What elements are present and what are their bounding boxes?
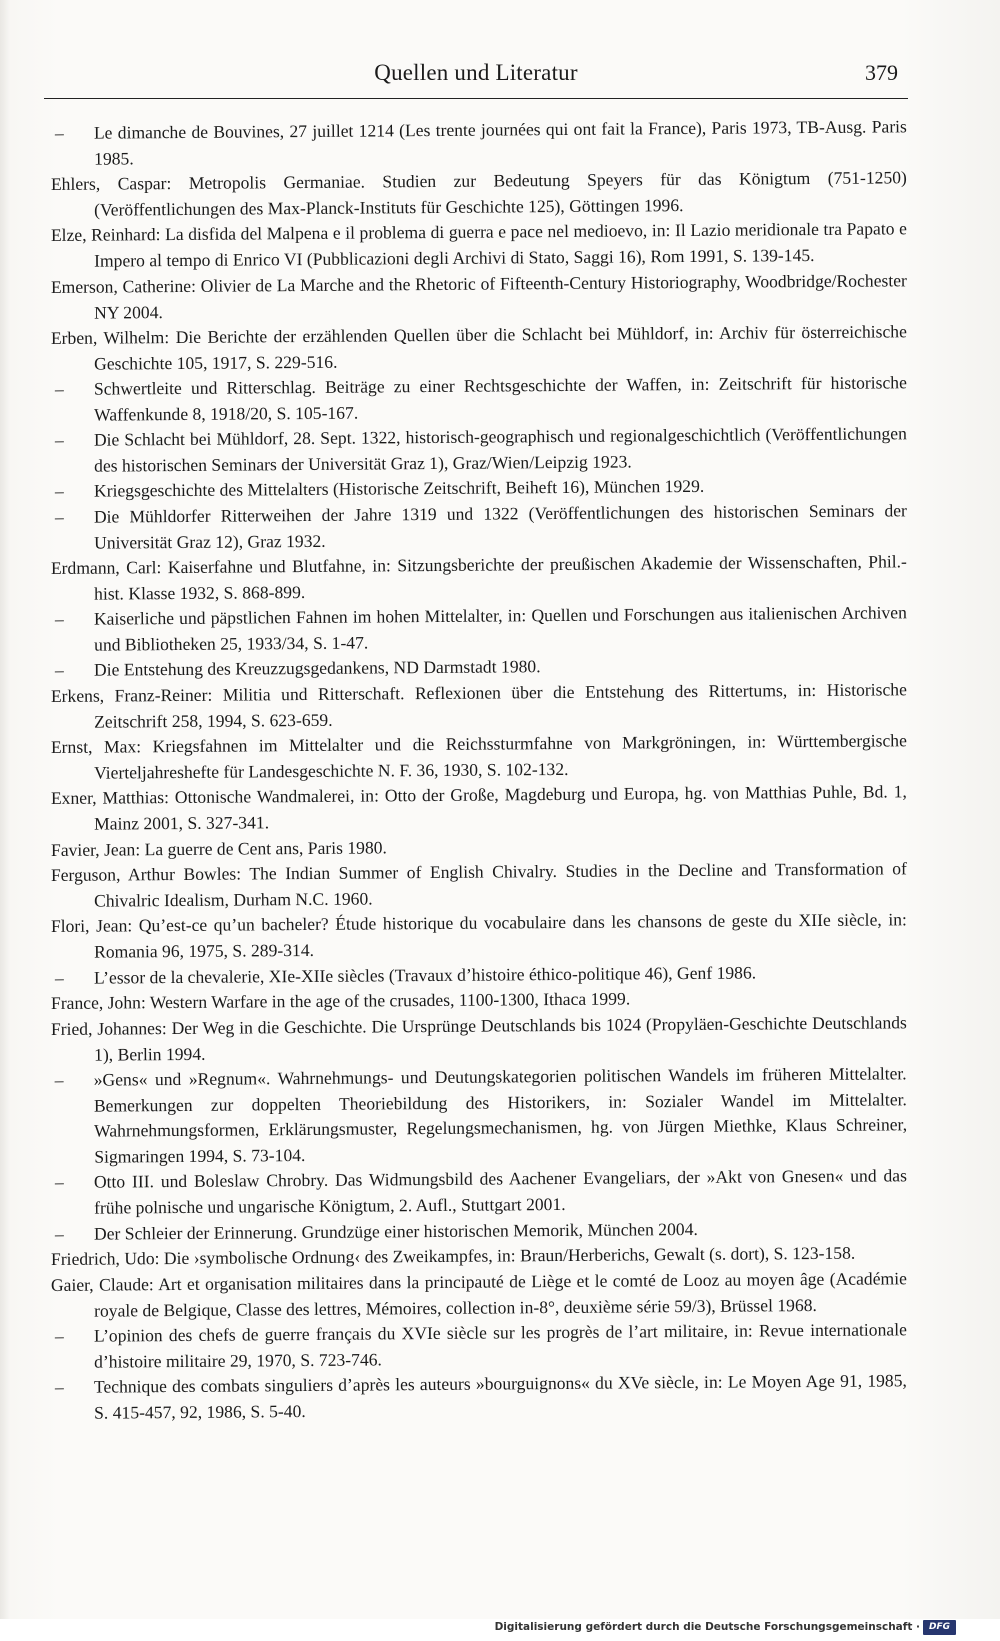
entry-text: Die Schlacht bei Mühldorf, 28. Sept. 1322, historisch-geographisch und regionalgeschichtlich (Veröffentlichungen des historischen Seminars der Universität Graz 1), Graz/Wien/Leipzig 1923. [93,423,907,476]
entry-text: Technique des combats singuliers d’après les auteurs »bourguignons« du XVe siècle, in: Le Moyen Age 91, 1985, S. 415-457, 92, 1986, S. 5-40. [93,1370,907,1423]
entry-text: Ehlers, Caspar: Metropolis Germaniae. Studien zur Bedeutung Speyers für das Königtum (751-1250) (Veröffentlichungen des Max-Planck-Instituts für Geschichte 125), Göttingen 1996. [50,167,907,220]
entry-text: Erdmann, Carl: Kaiserfahne und Blutfahne, in: Sitzungsberichte der preußischen Akademie der Wissenschaften, Phil.-hist. Klasse 1932, S. 868-899. [50,551,907,604]
bibliography-entry [51,908,907,966]
entry-text: Die Entstehung des Kreuzzugsgedankens, ND Darmstadt 1980. [93,656,541,681]
bibliography-entry [51,729,907,787]
bibliography-entry [51,1061,908,1170]
bibliography-entry [51,421,907,479]
entry-text: L’essor de la chevalerie, XIe-XIIe siècles (Travaux d’histoire éthico-politique 46), Genf 1986. [93,962,757,988]
entry-text: Ernst, Max: Kriegsfahnen im Mittelalter und die Reichssturmfahne von Markgröningen, in: Württembergische Vierteljahreshefte für Landesgeschichte N. F. 36, 1930, S. 102-132. [50,730,907,783]
repeat-author-dash: – [54,1172,64,1193]
bibliography-entry [51,780,907,838]
repeat-author-dash: – [54,1223,64,1244]
repeat-author-dash: – [54,122,64,143]
entry-text: Der Schleier der Erinnerung. Grundzüge einer historischen Memorik, München 2004. [93,1218,698,1244]
bibliography-entry [51,1164,907,1222]
funding-credit: Digitalisierung gefördert durch die Deutsche Forschungsgemeinschaft · [494,1621,920,1633]
digitization-footer [0,1619,1000,1641]
entry-text: Emerson, Catherine: Olivier de La Marche and the Rhetoric of Fifteenth-Century Historiography, Woodbridge/Rochester NY 2004. [50,269,907,322]
repeat-author-dash: – [54,660,64,681]
entry-text: Ferguson, Arthur Bowles: The Indian Summer of English Chivalry. Studies in the Decline and Transformation of Chivalric Idealism, Durham N.C. 1960. [50,858,907,911]
bibliography-entry [51,165,907,223]
bibliography-entry [51,1368,907,1426]
bibliography-entry [51,217,907,275]
repeat-author-dash: – [54,609,64,630]
repeat-author-dash: – [54,967,64,988]
bibliography-entry [51,370,907,428]
dfg-logo: DFG [923,1620,956,1635]
repeat-author-dash: – [54,1069,64,1090]
bibliography-entry [51,549,907,607]
repeat-author-dash: – [54,506,64,527]
entry-text: Erben, Wilhelm: Die Berichte der erzählenden Quellen über die Schlacht bei Mühldorf, in: Archiv für österreichische Geschichte 105, 1917, S. 229-516. [50,321,907,374]
bibliography-entry [51,319,907,377]
repeat-author-dash: – [54,1325,64,1346]
page-number: 379 [865,60,898,85]
entry-text: Flori, Jean: Qu’est-ce qu’un bacheler? Étude historique du vocabulaire dans les chansons de geste du XIIe siècle, in: Romania 96, 1975, S. 289-314. [50,909,907,962]
entry-text: »Gens« und »Regnum«. Wahrnehmungs- und Deutungskategorien politischen Wandels im früheren Mittelalter. Bemerkungen zur doppelten Theoriebildung des Historikers, in: Sozialer Wandel im Mittelalter. Wahrnehmungsformen, Erklärungsmuster, Regelungsmechanismen, hg. von Jürgen Miethke, Klaus Schreiner, Sigmaringen 1994, S. 73-104. [93,1063,908,1167]
entry-text: Erkens, Franz-Reiner: Militia und Ritterschaft. Reflexionen über die Entstehung des Rittertums, in: Historische Zeitschrift 258, 1994, S. 623-659. [50,679,907,732]
bibliography-entry [51,1266,907,1324]
bibliography-entry [51,268,907,326]
bibliography-entry [51,498,907,556]
bibliography-entry [51,856,907,914]
entry-text: Friedrich, Udo: Die ›symbolische Ordnung‹ des Zweikampfes, in: Braun/Herberichs, Gewalt (s. dort), S. 123-158. [50,1242,856,1270]
running-title: Quellen und Literatur [374,60,578,85]
bibliography-entry [51,601,907,659]
entry-text: Kaiserliche und päpstlichen Fahnen im hohen Mittelalter, in: Quellen und Forschungen aus italienischen Archiven und Bibliotheken 25, 1933/34, S. 1-47. [93,602,907,655]
entry-text: L’opinion des chefs de guerre français du XVIe siècle sur les progrès de l’art militaire, in: Revue internationale d’histoire militaire 29, 1970, S. 723-746. [93,1319,907,1372]
repeat-author-dash: – [54,1376,64,1398]
page-header [44,58,908,99]
entry-text: Fried, Johannes: Der Weg in die Geschichte. Die Ursprünge Deutschlands bis 1024 (Propyläen-Geschichte Deutschlands 1), Berlin 1994. [50,1012,907,1065]
bibliography-entry [51,114,907,172]
repeat-author-dash: – [54,378,64,399]
bibliography-list [50,116,908,1426]
bibliography-entry [51,1010,907,1068]
entry-text: Exner, Matthias: Ottonische Wandmalerei, in: Otto der Große, Magdeburg und Europa, hg. von Matthias Puhle, Bd. 1, Mainz 2001, S. 327-341. [50,781,907,834]
entry-text: Kriegsgeschichte des Mittelalters (Historische Zeitschrift, Beiheft 16), München 1929. [93,476,705,501]
entry-text: Gaier, Claude: Art et organisation militaires dans la principauté de Liège et le comté de Looz au moyen âge (Académie royale de Belgique, Classe des lettres, Mémoires, collection in-8°, deuxième série 59/3), Brüssel 1968. [50,1267,907,1320]
bibliography-entry [51,1317,907,1375]
entry-text: Favier, Jean: La guerre de Cent ans, Paris 1980. [50,836,387,860]
entry-text: Otto III. und Boleslaw Chrobry. Das Widmungsbild des Aachener Evangeliars, der »Akt von Gnesen« und das frühe polnische und ungarische Königtum, 2. Aufl., Stuttgart 2001. [93,1165,907,1218]
entry-text: Elze, Reinhard: La disfida del Malpena e il problema di guerra e pace nel medioevo, in: Il Lazio meridionale tra Papato e Impero al tempo di Enrico VI (Pubblicazioni degli Archivi di Stato, Saggi 16), Rom 1991, S. 139-145. [50,218,907,271]
bibliography-entry [51,677,907,735]
repeat-author-dash: – [54,430,64,451]
entry-text: France, John: Western Warfare in the age of the crusades, 1100-1300, Ithaca 1999. [50,988,631,1014]
repeat-author-dash: – [54,481,64,502]
entry-text: Die Mühldorfer Ritterweihen der Jahre 1319 und 1322 (Veröffentlichungen des historischen Seminars der Universität Graz 12), Graz 1932. [93,500,907,553]
entry-text: Schwertleite und Ritterschlag. Beiträge zu einer Rechtsgeschichte der Waffen, in: Zeitschrift für historische Waffenkunde 8, 1918/20, S. 105-167. [93,372,907,425]
entry-text: Le dimanche de Bouvines, 27 juillet 1214 (Les trente journées qui ont fait la France), Paris 1973, TB-Ausg. Paris 1985. [93,116,907,169]
